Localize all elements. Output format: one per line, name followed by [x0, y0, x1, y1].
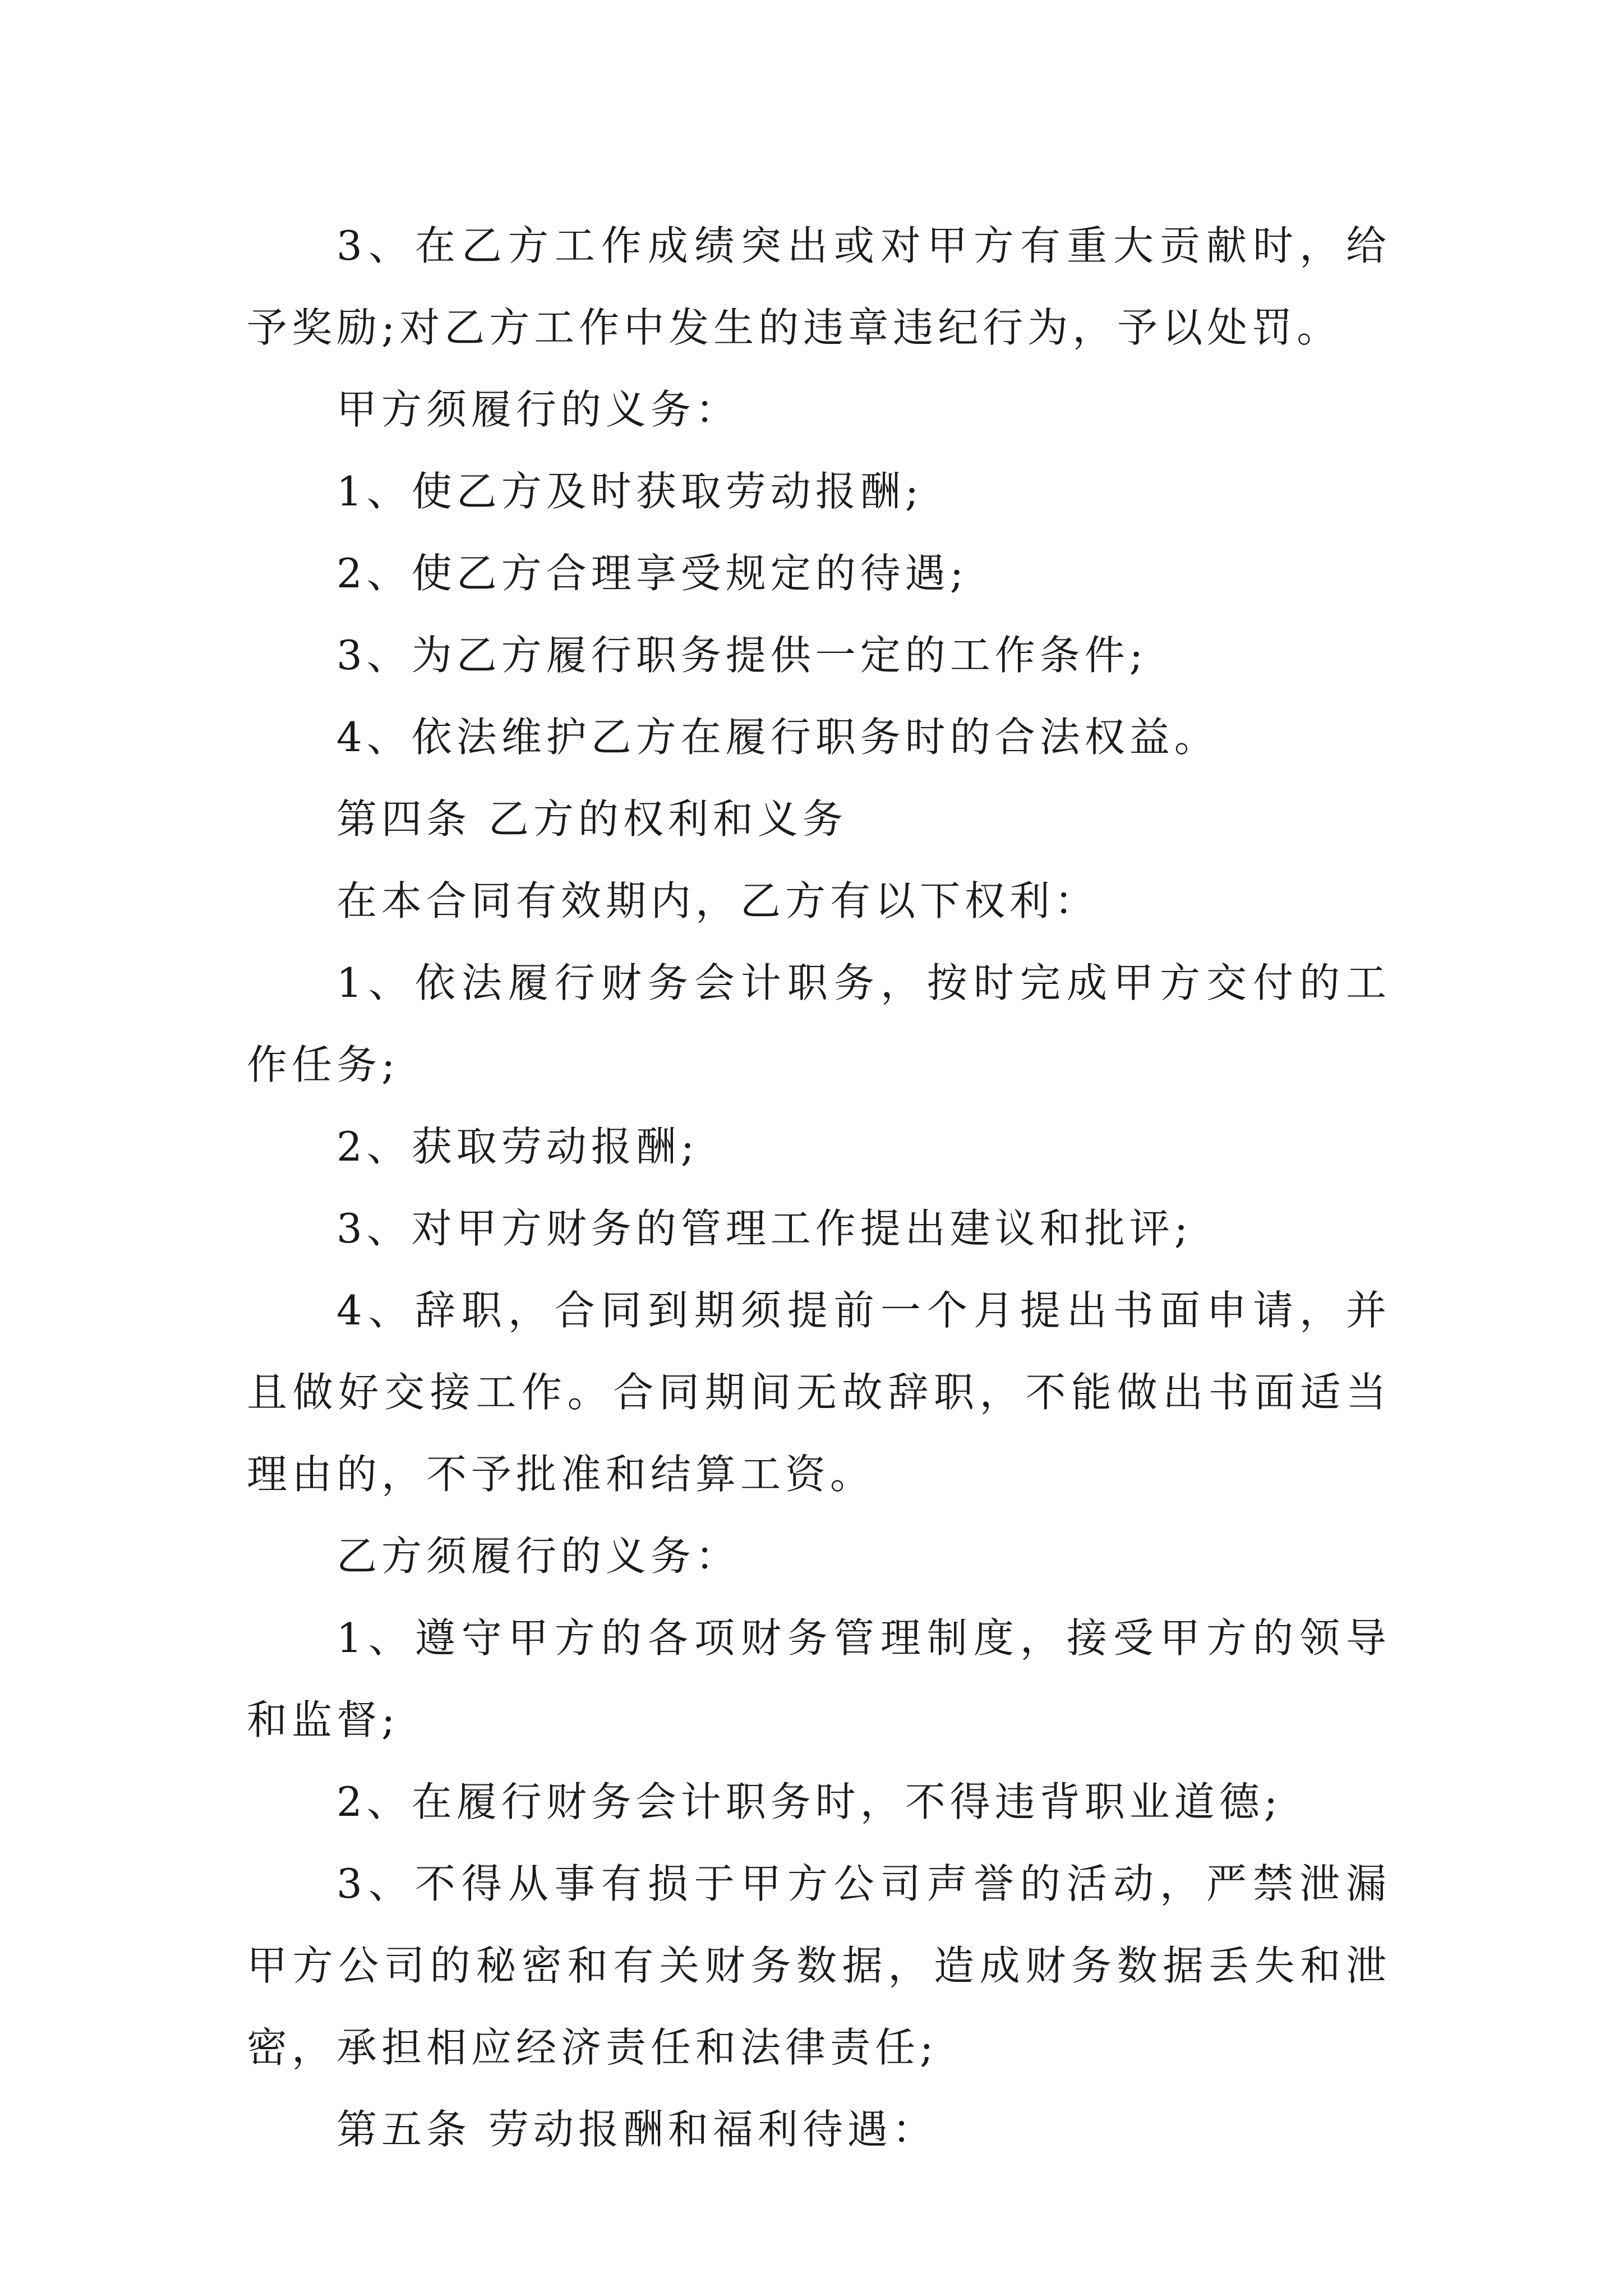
paragraph: 2、获取劳动报酬;	[336, 1123, 699, 1170]
section-heading: 第四条 乙方的权利和义务	[336, 795, 847, 843]
paragraph: 3、为乙方履行职务提供一定的工作条件;	[336, 632, 1148, 679]
document-body	[247, 205, 1391, 2170]
paragraph: 2、在履行财务会计职务时，不得违背职业道德;	[336, 1778, 1283, 1825]
paragraph: 2、使乙方合理享受规定的待遇;	[336, 550, 969, 597]
paragraph: 1、使乙方及时获取劳动报酬;	[336, 468, 924, 515]
paragraph: 乙方须履行的义务：	[336, 1533, 741, 1580]
paragraph: 4、辞职，合同到期须提前一个月提出书面申请，并且做好交接工作。合同期间无故辞职，不能做出书面适当理由的，不予批准和结算工资。	[247, 1287, 1391, 1498]
paragraph: 3、在乙方工作成绩突出或对甲方有重大贡献时，给予奖励;对乙方工作中发生的违章违纪行为，予以处罚。	[247, 222, 1391, 351]
paragraph: 1、依法履行财务会计职务，按时完成甲方交付的工作任务;	[247, 959, 1391, 1088]
paragraph: 在本合同有效期内，乙方有以下权利：	[336, 877, 1100, 924]
section-heading: 第五条 劳动报酬和福利待遇：	[336, 2106, 937, 2153]
paragraph: 4、依法维护乙方在履行职务时的合法权益。	[336, 714, 1219, 761]
paragraph: 3、对甲方财务的管理工作提出建议和批评;	[336, 1205, 1193, 1252]
paragraph: 1、遵守甲方的各项财务管理制度，接受甲方的领导和监督;	[247, 1614, 1391, 1743]
paragraph: 3、不得从事有损于甲方公司声誉的活动，严禁泄漏甲方公司的秘密和有关财务数据，造成财务数据丢失和泄密，承担相应经济责任和法律责任;	[247, 1860, 1391, 2071]
paragraph: 甲方须履行的义务：	[336, 386, 741, 433]
